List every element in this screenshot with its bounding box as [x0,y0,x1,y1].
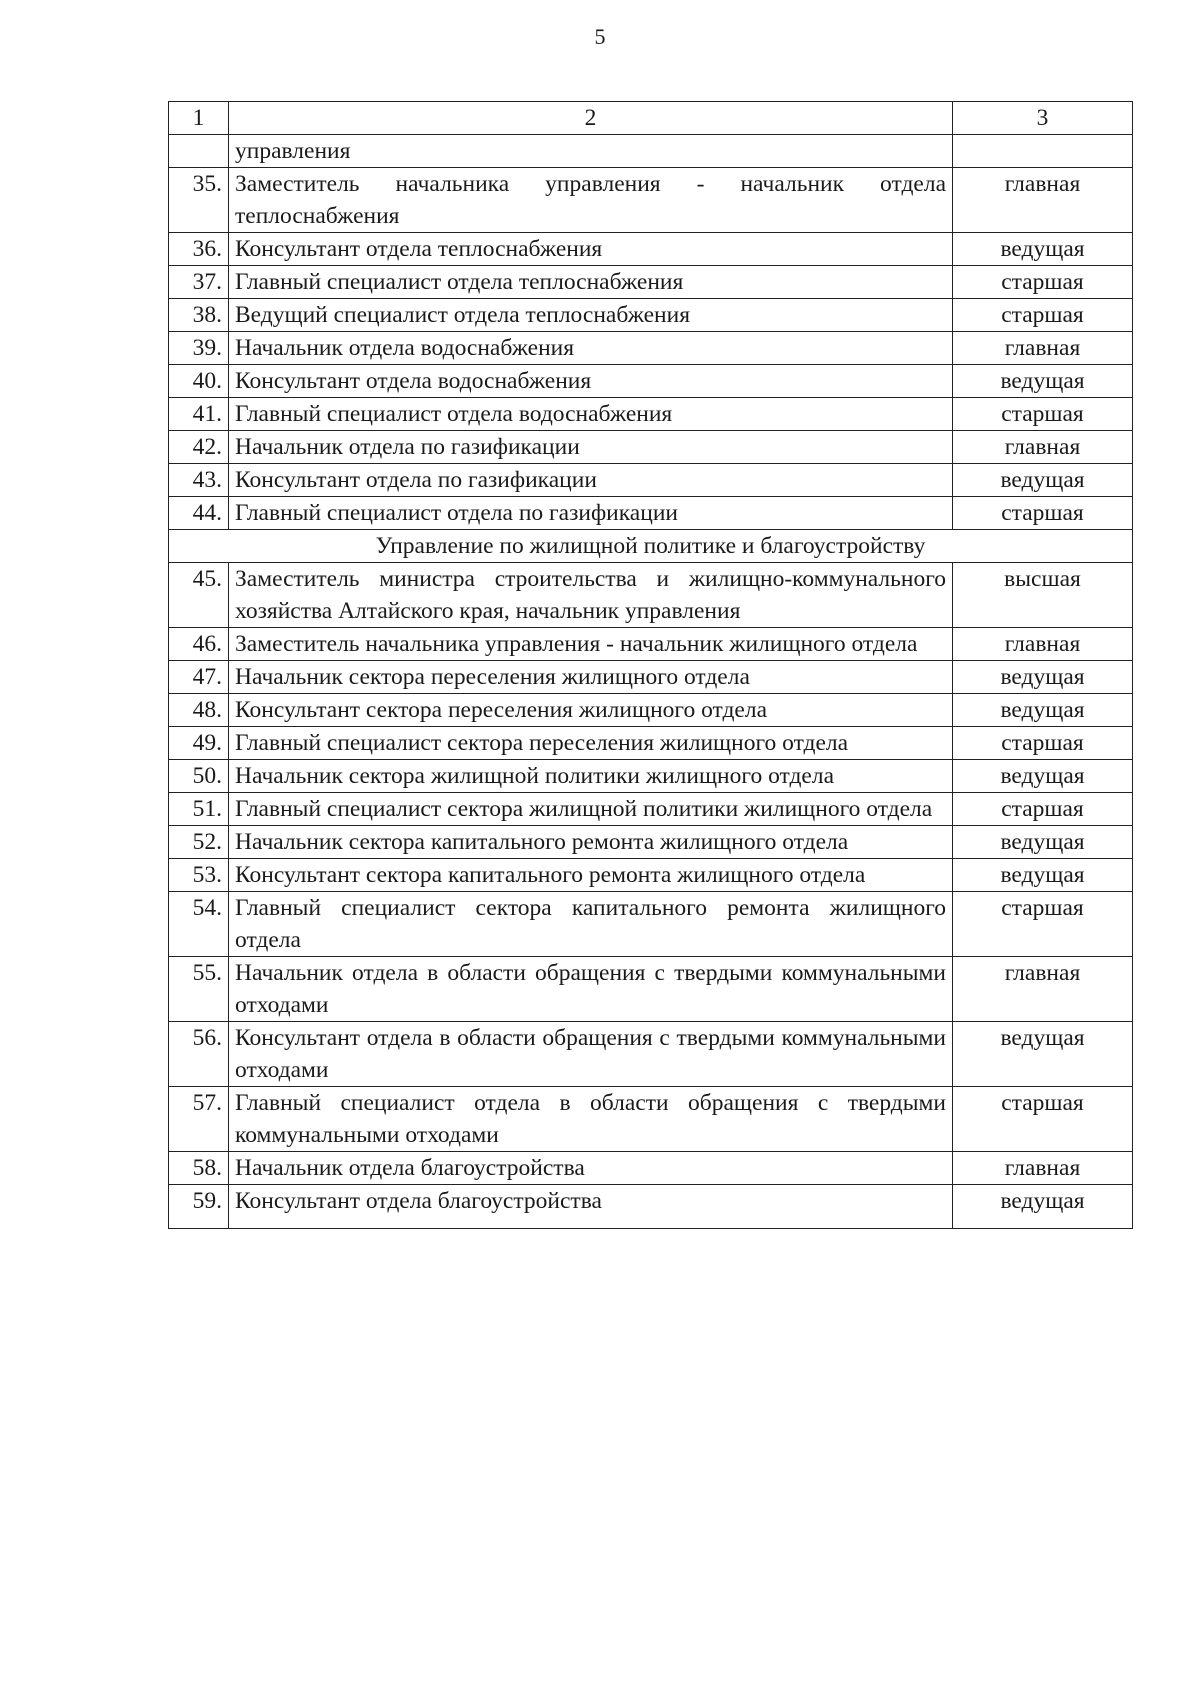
position-title: Заместитель министра строительства и жилищно-коммунального хозяйства Алтайского края, начальник управления [229,563,953,628]
position-category: ведущая [953,859,1133,892]
row-number: 38. [169,299,229,332]
position-title: Ведущий специалист отдела теплоснабжения [229,299,953,332]
row-number: 50. [169,760,229,793]
position-title: Консультант отдела по газификации [229,464,953,497]
position-category: старшая [953,1087,1133,1152]
row-number: 53. [169,859,229,892]
position-category: главная [953,168,1133,233]
table-row [169,859,1133,892]
row-number: 41. [169,398,229,431]
position-title: Главный специалист сектора капитального ремонта жилищного отдела [229,892,953,957]
position-category: ведущая [953,760,1133,793]
row-number: 36. [169,233,229,266]
position-category: старшая [953,497,1133,530]
row-number: 55. [169,957,229,1022]
position-title: Главный специалист отдела водоснабжения [229,398,953,431]
table-row [169,628,1133,661]
position-title: Начальник сектора капитального ремонта жилищного отдела [229,826,953,859]
table-row [169,793,1133,826]
position-category: ведущая [953,826,1133,859]
row-number: 35. [169,168,229,233]
position-title: Главный специалист отдела в области обращения с твердыми коммунальными отходами [229,1087,953,1152]
row-number: 39. [169,332,229,365]
row-number: 45. [169,563,229,628]
row-number: 57. [169,1087,229,1152]
table-row [169,168,1133,233]
position-category: ведущая [953,1022,1133,1087]
table-row [169,266,1133,299]
table-row [169,661,1133,694]
position-category: старшая [953,727,1133,760]
table-row [169,135,1133,168]
row-number: 44. [169,497,229,530]
position-title: Консультант отдела в области обращения с твердыми коммунальными отходами [229,1022,953,1087]
positions-table [168,101,1133,1229]
position-category: старшая [953,793,1133,826]
row-number [169,135,229,168]
row-number: 43. [169,464,229,497]
table-row [169,694,1133,727]
table-row [169,431,1133,464]
position-category: старшая [953,398,1133,431]
table-row [169,563,1133,628]
position-category: ведущая [953,694,1133,727]
position-title: Главный специалист сектора переселения жилищного отдела [229,727,953,760]
table-row [169,1087,1133,1152]
position-title: Консультант отдела теплоснабжения [229,233,953,266]
table-row [169,760,1133,793]
page-number: 5 [594,24,606,49]
row-number: 52. [169,826,229,859]
position-title: Начальник отдела в области обращения с твердыми коммунальными отходами [229,957,953,1022]
table-row [169,727,1133,760]
row-number: 58. [169,1152,229,1185]
row-number: 37. [169,266,229,299]
table-row [169,464,1133,497]
position-title: Заместитель начальника управления - начальник отдела теплоснабжения [229,168,953,233]
table-row [169,299,1133,332]
position-category: главная [953,332,1133,365]
position-title: управления [229,135,953,168]
row-number: 56. [169,1022,229,1087]
position-title: Начальник отдела водоснабжения [229,332,953,365]
position-category: главная [953,1152,1133,1185]
table-header-row [169,102,1133,135]
row-number: 46. [169,628,229,661]
position-title: Начальник сектора переселения жилищного отдела [229,661,953,694]
section-title: Управление по жилищной политике и благоустройству [169,530,1133,563]
table-row [169,1152,1133,1185]
position-category: главная [953,957,1133,1022]
table-row [169,233,1133,266]
row-number: 47. [169,661,229,694]
table-row [169,332,1133,365]
header-cell-position: 2 [229,102,953,135]
header-cell-category: 3 [953,102,1133,135]
position-title: Главный специалист отдела теплоснабжения [229,266,953,299]
row-number: 48. [169,694,229,727]
header-cell-number: 1 [169,102,229,135]
table-row [169,1185,1133,1229]
row-number: 42. [169,431,229,464]
position-category: старшая [953,299,1133,332]
position-title: Главный специалист отдела по газификации [229,497,953,530]
position-title: Консультант сектора капитального ремонта жилищного отдела [229,859,953,892]
position-category: ведущая [953,1185,1133,1229]
position-title: Начальник сектора жилищной политики жилищного отдела [229,760,953,793]
row-number: 40. [169,365,229,398]
table-row [169,365,1133,398]
position-category: ведущая [953,661,1133,694]
position-title: Консультант отдела водоснабжения [229,365,953,398]
position-category: высшая [953,563,1133,628]
table-row [169,826,1133,859]
position-category: ведущая [953,233,1133,266]
table-row [169,892,1133,957]
position-category: главная [953,628,1133,661]
table-row [169,398,1133,431]
position-category: главная [953,431,1133,464]
position-title: Начальник отдела благоустройства [229,1152,953,1185]
position-title: Начальник отдела по газификации [229,431,953,464]
position-category: ведущая [953,365,1133,398]
position-category [953,135,1133,168]
row-number: 54. [169,892,229,957]
row-number: 51. [169,793,229,826]
position-title: Заместитель начальника управления - начальник жилищного отдела [229,628,953,661]
table-row [169,957,1133,1022]
table-row [169,1022,1133,1087]
position-category: старшая [953,892,1133,957]
row-number: 59. [169,1185,229,1229]
position-title: Консультант отдела благоустройства [229,1185,953,1229]
section-header-row [169,530,1133,563]
row-number: 49. [169,727,229,760]
position-category: старшая [953,266,1133,299]
position-title: Главный специалист сектора жилищной политики жилищного отдела [229,793,953,826]
positions-table-body [169,102,1133,1229]
table-row [169,497,1133,530]
position-title: Консультант сектора переселения жилищного отдела [229,694,953,727]
position-category: ведущая [953,464,1133,497]
